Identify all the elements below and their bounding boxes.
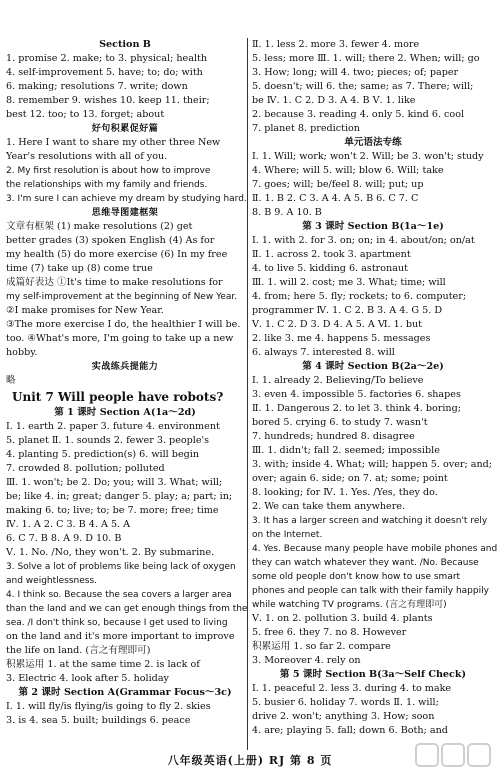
answer-line: sea. /I don't think so, because I get used to living — [6, 618, 228, 628]
answer-line: 1. Here I want to share my other three New — [6, 137, 221, 148]
answer-line: Ⅰ. 1. already 2. Believing/To believe — [252, 375, 424, 386]
answer-line: phones and people can talk with their family happily — [252, 586, 489, 596]
answer-line: time (7) take up (8) come true — [6, 263, 153, 274]
answer-line: 8. remember 9. wishes 10. keep 11. their; — [6, 95, 210, 106]
answer-line: 5. busier 6. holiday 7. words Ⅱ. 1. will; — [252, 697, 439, 708]
answer-line: the life on land. (言之有理即可) — [6, 645, 151, 656]
answer-line: Ⅴ. 1. on 2. pollution 3. build 4. plants — [252, 613, 433, 624]
answer-line: 7. crowded 8. pollution; polluted — [6, 463, 165, 474]
answer-line: over; again 6. side; on 7. at; some; point — [252, 473, 448, 484]
section-heading: 第 4 课时 Section B(2a～2e) — [302, 361, 444, 372]
answer-line: Ⅲ. 1. didn't; fall 2. seemed; impossible — [252, 445, 440, 456]
answer-line: 5. less; more Ⅲ. 1. will; there 2. When; will; go — [252, 53, 480, 64]
answer-line: programmer Ⅳ. 1. C 2. B 3. A 4. G 5. D — [252, 305, 443, 316]
answer-line: 2. because 3. reading 4. only 5. kind 6. cool — [252, 109, 465, 120]
answer-line: Year's resolutions with all of you. — [6, 151, 168, 162]
answer-line: making 6. to; live; to; be 7. more; free; time — [6, 505, 219, 516]
right-column — [252, 38, 498, 738]
answer-line: Ⅰ. 1. Will; work; won't 2. Will; be 3. won't; study — [252, 151, 484, 162]
section-heading: Section B — [99, 39, 151, 50]
answer-line: 7. goes; will; be/feel 8. will; put; up — [252, 179, 424, 190]
answer-line: Ⅰ. 1. will fly/is flying/is going to fly 2. skies — [6, 701, 211, 712]
answer-line: 2. like 3. me 4. happens 5. messages — [252, 333, 431, 344]
answer-line: 4. planting 5. prediction(s) 6. will begin — [6, 449, 200, 460]
answer-line: 文章有框架 (1) make resolutions (2) get — [6, 221, 193, 232]
answer-line: 3. Solve a lot of problems like being lack of oxygen — [6, 562, 236, 572]
answer-line: on the land and it's more important to improve — [6, 631, 235, 642]
answer-line: 3. even 4. impossible 5. factories 6. shapes — [252, 389, 461, 400]
answer-line: 4. self-improvement 5. have; to; do; with — [6, 67, 203, 78]
answer-line: ②I make promises for New Year. — [6, 305, 164, 316]
answer-line: Ⅰ. 1. with 2. for 3. on; on; in 4. about/on; on/at — [252, 235, 475, 246]
answer-line: 积累运用 1. at the same time 2. is lack of — [6, 659, 200, 670]
answer-line: on the Internet. — [252, 530, 323, 540]
answer-line: bored 5. crying 6. to study 7. wasn't — [252, 417, 428, 428]
section-heading: 第 2 课时 Section A(Grammar Focus～3c) — [18, 687, 232, 698]
answer-line: Ⅱ. 1. Dangerous 2. to let 3. think 4. boring; — [252, 403, 461, 414]
answer-line: best 12. too; to 13. forget; about — [6, 109, 165, 120]
section-heading: 单元语法专练 — [344, 137, 402, 148]
left-column — [6, 38, 248, 728]
answer-line: Ⅴ. 1. C 2. D 3. D 4. A 5. A Ⅵ. 1. but — [252, 319, 422, 330]
answer-line: Ⅱ. 1. less 2. more 3. fewer 4. more — [252, 39, 420, 50]
section-heading: Unit 7 Will people have robots? — [12, 390, 224, 404]
section-heading: 实战练兵提能力 — [91, 362, 159, 372]
answer-line: 6. making; resolutions 7. write; down — [6, 81, 188, 92]
answer-line: 8. looking; for Ⅳ. 1. Yes. /Yes, they do. — [252, 487, 438, 498]
answer-line: 4. I think so. Because the sea covers a larger area — [6, 590, 232, 600]
section-heading: 第 1 课时 Section A(1a～2d) — [54, 407, 196, 418]
answer-line: some old people don't know how to use smart — [252, 572, 461, 582]
answer-line: 2. We can take them anywhere. — [252, 501, 406, 512]
answer-line: 5. planet Ⅱ. 1. sounds 2. fewer 3. people's — [6, 435, 210, 446]
answer-line: they can watch whatever they want. /No. Because — [252, 558, 479, 568]
answer-line: be; like 4. in; great; danger 5. play; a; part; in; — [6, 491, 233, 502]
answer-line: Ⅱ. 1. B 2. C 3. A 4. A 5. B 6. C 7. C — [252, 193, 419, 204]
answer-line: 4. from; here 5. fly; rockets; to 6. computer; — [252, 291, 467, 302]
watermark-logo-icon — [414, 740, 494, 770]
section-heading: 好句积累促好篇 — [91, 124, 159, 134]
answer-line: 成篇好表达 ①It's time to make resolutions for — [6, 277, 223, 288]
answer-line: be Ⅳ. 1. C 2. D 3. A 4. B Ⅴ. 1. like — [252, 95, 416, 106]
answer-line: 3. How; long; will 4. two; pieces; of; paper — [252, 67, 459, 78]
answer-line: 6. always 7. interested 8. will — [252, 347, 395, 358]
answer-line: 5. doesn't; will 6. the; same; as 7. There; will; — [252, 81, 474, 92]
answer-line: my health (5) do more exercise (6) In my free — [6, 249, 228, 260]
answer-line: Ⅰ. 1. earth 2. paper 3. future 4. environment — [6, 421, 220, 432]
answer-line: Ⅴ. 1. No. /No, they won't. 2. By submarine. — [6, 547, 215, 558]
answer-line: hobby. — [6, 347, 38, 358]
answer-line: 1. promise 2. make; to 3. physical; health — [6, 53, 208, 64]
answer-line: Ⅰ. 1. peaceful 2. less 3. during 4. to make — [252, 683, 452, 694]
answer-line: Ⅲ. 1. will 2. cost; me 3. What; time; will — [252, 277, 446, 288]
answer-line: 7. hundreds; hundred 8. disagree — [252, 431, 415, 442]
answer-line: 3. It has a larger screen and watching it doesn't rely — [252, 516, 488, 526]
answer-line: better grades (3) spoken English (4) As for — [6, 235, 215, 246]
answer-line: 8. B 9. A 10. B — [252, 207, 322, 218]
answer-line: Ⅲ. 1. won't; be 2. Do; you; will 3. What; will; — [6, 477, 223, 488]
answer-line: and weightlessness. — [6, 576, 98, 586]
answer-line: 7. planet 8. prediction — [252, 123, 360, 134]
answer-line: the relationships with my family and friends. — [6, 180, 208, 190]
section-heading: 第 5 课时 Section B(3a～Self Check) — [279, 669, 467, 680]
answer-line: 3. Moreover 4. rely on — [252, 655, 361, 666]
answer-line: drive 2. won't; anything 3. How; soon — [252, 711, 435, 722]
answer-line: ③The more exercise I do, the healthier I will be. — [6, 319, 241, 330]
answer-line: 3. Electric 4. look after 5. holiday — [6, 673, 169, 684]
answer-line: than the land and we can get enough things from the — [6, 604, 248, 614]
answer-line: 4. Where; will 5. will; blow 6. Will; take — [252, 165, 444, 176]
answer-line: while watching TV programs. (言之有理即可) — [252, 600, 447, 610]
answer-line: 3. is 4. sea 5. built; buildings 6. peace — [6, 715, 191, 726]
answer-line: 4. to live 5. kidding 6. astronaut — [252, 263, 408, 274]
answer-line: 略 — [6, 375, 16, 386]
answer-line: 4. Yes. Because many people have mobile phones and — [252, 544, 498, 554]
answer-line: 积累运用 1. so far 2. compare — [252, 641, 391, 652]
answer-line: 4. are; playing 5. fall; down 6. Both; and — [252, 725, 448, 736]
section-heading: 第 3 课时 Section B(1a～1e) — [302, 221, 444, 232]
answer-line: too. ④What's more, I'm going to take up a new — [6, 333, 234, 344]
answer-line: Ⅱ. 1. across 2. took 3. apartment — [252, 249, 411, 260]
answer-line: 5. free 6. they 7. no 8. However — [252, 627, 407, 638]
page-footer: 八年级英语(上册) RJ 第 8 页 — [167, 754, 333, 767]
answer-line: 6. C 7. B 8. A 9. D 10. B — [6, 533, 122, 544]
answer-line: 3. with; inside 4. What; will; happen 5. over; and; — [252, 459, 493, 470]
answer-line: my self-improvement at the beginning of New Year. — [6, 292, 238, 302]
answer-line: 3. I'm sure I can achieve my dream by studying hard. — [6, 194, 247, 204]
column-divider — [247, 38, 248, 750]
section-heading: 思维导图建框架 — [91, 208, 159, 218]
answer-line: 2. My first resolution is about how to improve — [6, 166, 211, 176]
answer-line: Ⅳ. 1. A 2. C 3. B 4. A 5. A — [6, 519, 131, 530]
